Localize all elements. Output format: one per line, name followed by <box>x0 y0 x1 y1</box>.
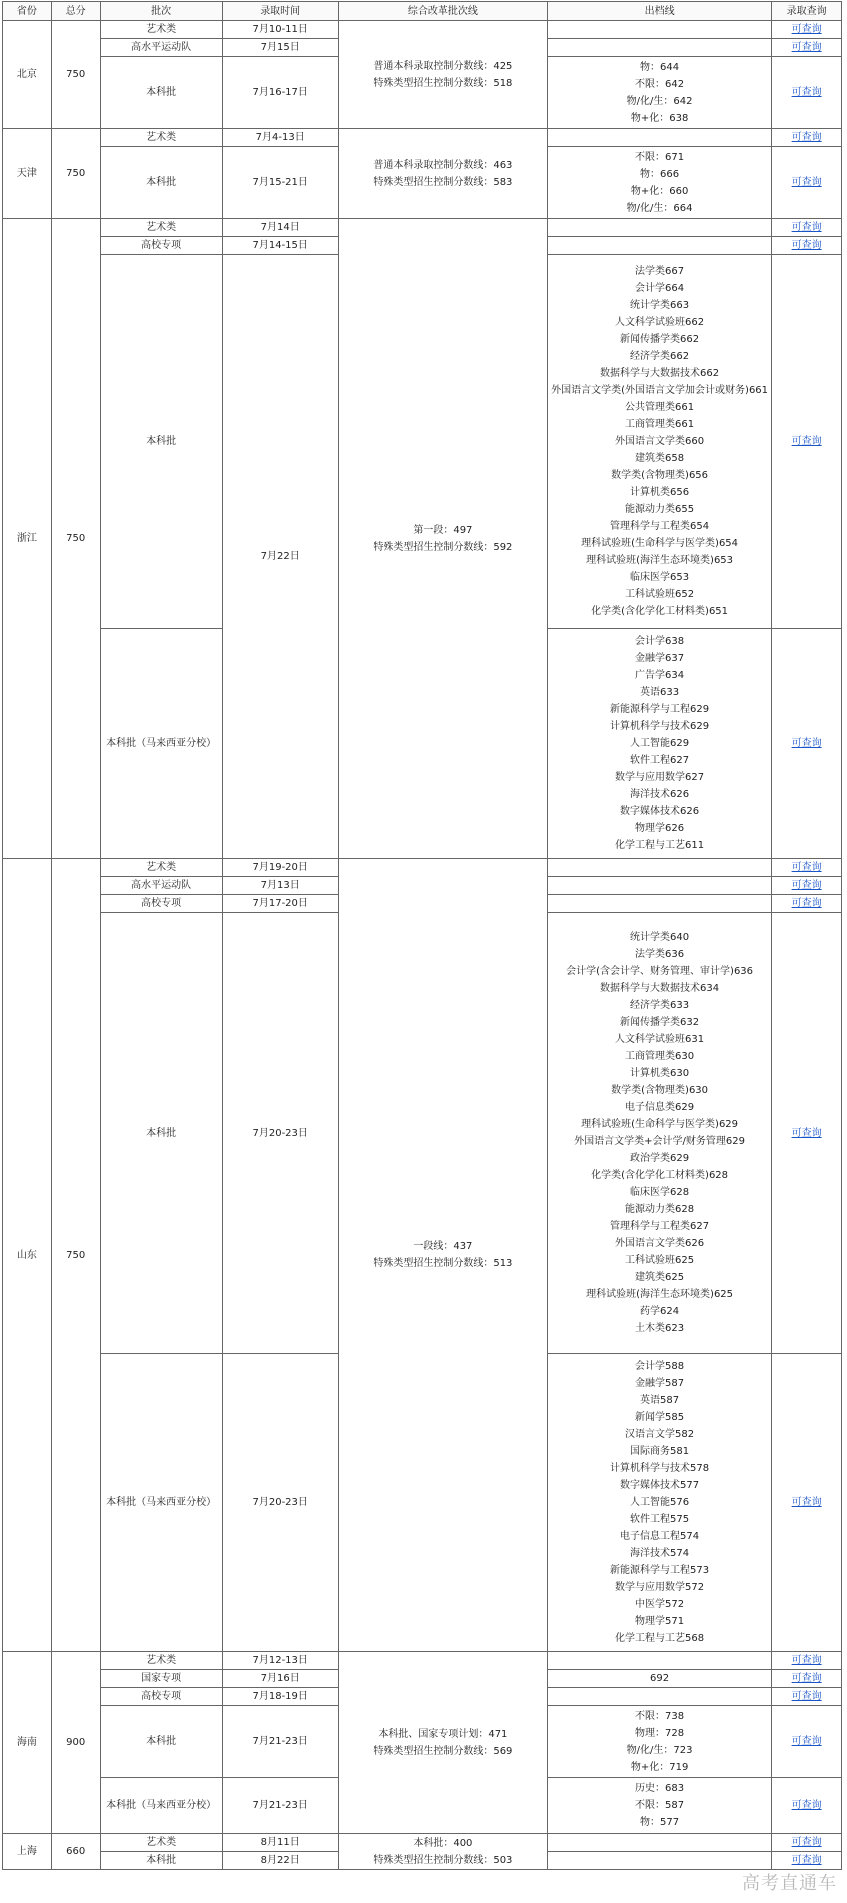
cutoff-item: 物：666 <box>640 168 680 180</box>
cutoff-cell <box>547 129 771 147</box>
cutoff-item: 法学类667 <box>635 266 685 277</box>
cutoff-item: 物：644 <box>640 61 680 73</box>
cutoff-item: 化学类(含化学化工材料类)651 <box>591 606 729 617</box>
cutoff-item: 不限：587 <box>635 1800 685 1811</box>
query-link[interactable]: 可查询 <box>791 1655 822 1666</box>
admission-time-cell: 7月15日 <box>222 39 338 57</box>
reform-line-text: 本科批：400 <box>413 1837 473 1849</box>
cutoff-item: 工科试验班625 <box>625 1255 695 1266</box>
query-link[interactable]: 可查询 <box>791 24 822 35</box>
cutoff-cell <box>547 877 771 895</box>
cutoff-item: 外国语言文学类(外国语言文学加会计或财务)661 <box>551 385 769 396</box>
province-cell: 山东 <box>3 859 52 1652</box>
query-link[interactable]: 可查询 <box>791 1127 822 1139</box>
cutoff-cell <box>547 1688 771 1706</box>
cutoff-item: 计算机科学与技术578 <box>610 1463 710 1474</box>
batch-cell: 艺术类 <box>100 219 222 237</box>
query-link[interactable]: 可查询 <box>791 1855 822 1866</box>
query-cell <box>772 1778 842 1834</box>
cutoff-item: 建筑类625 <box>635 1272 685 1283</box>
query-link[interactable]: 可查询 <box>791 862 822 873</box>
header-row <box>3 2 842 21</box>
cutoff-item: 软件工程627 <box>630 755 690 766</box>
admission-time-cell: 7月13日 <box>222 877 338 895</box>
query-link[interactable]: 可查询 <box>791 177 822 188</box>
total-score-cell: 750 <box>51 219 100 859</box>
cutoff-cell <box>547 39 771 57</box>
cutoff-item: 新闻传播学类662 <box>620 334 700 345</box>
admission-time-cell: 7月15-21日 <box>222 147 338 219</box>
batch-cell: 艺术类 <box>100 129 222 147</box>
cutoff-item: 海洋技术574 <box>630 1548 690 1559</box>
cutoff-item: 法学类636 <box>635 949 685 960</box>
province-cell: 北京 <box>3 21 52 129</box>
query-link[interactable]: 可查询 <box>791 240 822 251</box>
cutoff-item: 计算机类630 <box>630 1068 690 1079</box>
cutoff-cell <box>547 629 771 859</box>
batch-cell: 本科批（马来西亚分校） <box>100 629 222 859</box>
cutoff-cell <box>547 1652 771 1670</box>
cutoff-cell <box>547 1354 771 1652</box>
cutoff-item: 外国语言文学类626 <box>615 1238 705 1249</box>
cutoff-cell <box>547 1834 771 1852</box>
cutoff-item: 数学与应用数学572 <box>615 1582 705 1593</box>
query-cell <box>772 629 842 859</box>
admission-time-cell: 7月21-23日 <box>222 1778 338 1834</box>
cutoff-item: 人文科学试验班662 <box>615 317 705 328</box>
cutoff-item: 金融学587 <box>635 1378 685 1389</box>
cutoff-cell <box>547 895 771 913</box>
cutoff-item: 物：577 <box>640 1817 680 1828</box>
cutoff-item: 政治学类629 <box>630 1153 690 1164</box>
cutoff-cell <box>547 1852 771 1870</box>
cutoff-item: 物+化：660 <box>630 185 689 197</box>
admission-time-cell: 7月14-15日 <box>222 237 338 255</box>
cutoff-item: 数学类(含物理类)656 <box>611 470 709 481</box>
query-cell <box>772 237 842 255</box>
province-cell: 海南 <box>3 1652 52 1834</box>
batch-cell: 高水平运动队 <box>100 39 222 57</box>
cutoff-item: 化学类(含化学化工材料类)628 <box>591 1170 729 1181</box>
cutoff-item: 新闻传播学类632 <box>620 1017 700 1028</box>
cutoff-item: 物+化：638 <box>630 112 689 124</box>
header-cutoff: 出档线 <box>547 2 771 21</box>
cutoff-item: 统计学类663 <box>630 300 690 311</box>
query-cell <box>772 1706 842 1778</box>
cutoff-item: 计算机类656 <box>630 487 690 498</box>
cutoff-item: 海洋技术626 <box>630 789 690 800</box>
cutoff-item: 建筑类658 <box>635 453 685 464</box>
cutoff-item: 会计学664 <box>635 283 685 294</box>
table-row <box>3 1834 842 1852</box>
query-cell <box>772 859 842 877</box>
cutoff-item: 人工智能576 <box>630 1497 690 1508</box>
query-link[interactable]: 可查询 <box>791 898 822 909</box>
cutoff-item: 电子信息类629 <box>625 1102 695 1113</box>
cutoff-item: 经济学类662 <box>630 351 690 362</box>
query-cell <box>772 39 842 57</box>
reform-line-text: 一段线：437 <box>413 1241 473 1252</box>
cutoff-item: 不限：738 <box>635 1710 685 1722</box>
cutoff-item: 临床医学653 <box>630 572 690 583</box>
cutoff-item: 金融学637 <box>635 653 685 664</box>
cutoff-item: 不限：671 <box>635 151 685 163</box>
total-score-cell: 900 <box>51 1652 100 1834</box>
cutoff-item: 会计学638 <box>635 636 685 647</box>
cutoff-item: 数据科学与大数据技术662 <box>600 368 720 379</box>
admission-time-cell: 7月16-17日 <box>222 57 338 129</box>
query-cell <box>772 255 842 629</box>
batch-cell: 高校专项 <box>100 237 222 255</box>
header-reform-line: 综合改革批次线 <box>338 2 547 21</box>
total-score-cell: 660 <box>51 1834 100 1870</box>
admission-table <box>2 1 842 1870</box>
cutoff-item: 电子信息工程574 <box>620 1531 700 1542</box>
cutoff-cell <box>547 913 771 1354</box>
query-link[interactable]: 可查询 <box>791 1837 822 1848</box>
admission-time-cell: 7月20-23日 <box>222 1354 338 1652</box>
cutoff-item: 理科试验班(海洋生态环境类)653 <box>586 555 734 566</box>
admission-time-cell: 7月22日 <box>222 255 338 859</box>
reform-line-cell <box>338 1652 547 1834</box>
province-cell: 上海 <box>3 1834 52 1870</box>
cutoff-cell <box>547 1778 771 1834</box>
query-link[interactable]: 可查询 <box>791 42 822 53</box>
query-link[interactable]: 可查询 <box>791 1691 822 1702</box>
query-cell <box>772 1354 842 1652</box>
cutoff-item: 数据科学与大数据技术634 <box>600 983 720 994</box>
batch-cell: 艺术类 <box>100 859 222 877</box>
cutoff-item: 人工智能629 <box>630 738 690 749</box>
table-row <box>3 219 842 237</box>
reform-line-text: 普通本科录取控制分数线：425 <box>373 60 513 72</box>
admission-time-cell: 7月20-23日 <box>222 913 338 1354</box>
cutoff-item: 数学类(含物理类)630 <box>611 1085 709 1096</box>
header-query: 录取查询 <box>772 2 842 21</box>
cutoff-item: 经济学类633 <box>630 1000 690 1011</box>
cutoff-cell <box>547 859 771 877</box>
cutoff-item: 国际商务581 <box>630 1446 690 1457</box>
batch-cell: 本科批 <box>100 255 222 629</box>
header-batch: 批次 <box>100 2 222 21</box>
cutoff-item: 理科试验班(海洋生态环境类)625 <box>586 1289 734 1300</box>
admission-time-cell: 8月22日 <box>222 1852 338 1870</box>
query-link[interactable]: 可查询 <box>791 1736 822 1747</box>
cutoff-item: 英语633 <box>640 687 680 698</box>
admission-time-cell: 7月14日 <box>222 219 338 237</box>
reform-line-text: 特殊类型招生控制分数线：592 <box>373 541 513 553</box>
cutoff-item: 能源动力类655 <box>625 504 695 515</box>
reform-line-cell <box>338 129 547 219</box>
admission-time-cell: 7月21-23日 <box>222 1706 338 1778</box>
cutoff-item: 数字媒体技术626 <box>620 806 700 817</box>
batch-cell: 国家专项 <box>100 1670 222 1688</box>
province-cell: 天津 <box>3 129 52 219</box>
cutoff-item: 会计学(含会计学、财务管理、审计学)636 <box>566 966 754 977</box>
reform-line-text: 特殊类型招生控制分数线：583 <box>373 176 513 188</box>
batch-cell: 艺术类 <box>100 1834 222 1852</box>
query-cell <box>772 895 842 913</box>
admission-time-cell: 7月19-20日 <box>222 859 338 877</box>
cutoff-item: 理科试验班(生命科学与医学类)654 <box>581 538 739 549</box>
header-total-score: 总分 <box>51 2 100 21</box>
cutoff-item: 物理学571 <box>635 1616 685 1627</box>
province-cell: 浙江 <box>3 219 52 859</box>
cutoff-item: 公共管理类661 <box>625 402 695 413</box>
total-score-cell: 750 <box>51 21 100 129</box>
cutoff-cell <box>547 147 771 219</box>
query-link[interactable]: 可查询 <box>791 738 822 749</box>
reform-line-cell <box>338 219 547 859</box>
cutoff-item: 物理学626 <box>635 823 685 834</box>
cutoff-item: 新能源科学与工程629 <box>610 704 710 715</box>
watermark: 高考直通车 <box>742 1873 837 1894</box>
cutoff-item: 计算机科学与技术629 <box>610 721 710 732</box>
cutoff-item: 软件工程575 <box>630 1514 690 1525</box>
cutoff-item: 英语587 <box>640 1395 680 1406</box>
reform-line-text: 特殊类型招生控制分数线：503 <box>373 1854 513 1866</box>
reform-line-text: 特殊类型招生控制分数线：518 <box>373 77 513 89</box>
query-link[interactable]: 可查询 <box>791 1673 822 1684</box>
cutoff-item: 物+化：719 <box>630 1761 689 1773</box>
query-cell <box>772 129 842 147</box>
table-row <box>3 1652 842 1670</box>
batch-cell: 本科批 <box>100 57 222 129</box>
cutoff-cell <box>547 1706 771 1778</box>
header-province: 省份 <box>3 2 52 21</box>
cutoff-item: 化学工程与工艺611 <box>615 840 705 851</box>
batch-cell: 高水平运动队 <box>100 877 222 895</box>
admission-time-cell: 7月4-13日 <box>222 129 338 147</box>
cutoff-item: 数字媒体技术577 <box>620 1480 700 1491</box>
cutoff-cell <box>547 237 771 255</box>
query-link[interactable]: 可查询 <box>791 1497 822 1508</box>
query-cell <box>772 1652 842 1670</box>
cutoff-item: 会计学588 <box>635 1361 685 1372</box>
cutoff-cell <box>547 57 771 129</box>
cutoff-item: 不限：642 <box>635 78 685 90</box>
cutoff-item: 外国语言文学类660 <box>615 436 705 447</box>
query-cell <box>772 1688 842 1706</box>
admission-time-cell: 7月10-11日 <box>222 21 338 39</box>
cutoff-item: 新闻学585 <box>635 1412 685 1423</box>
batch-cell: 本科批 <box>100 1706 222 1778</box>
query-link[interactable]: 可查询 <box>791 880 822 891</box>
query-cell <box>772 219 842 237</box>
cutoff-item: 管理科学与工程类654 <box>610 521 710 532</box>
batch-cell: 本科批 <box>100 913 222 1354</box>
reform-line-text: 本科批、国家专项计划：471 <box>378 1728 508 1740</box>
batch-cell: 本科批（马来西亚分校） <box>100 1354 222 1652</box>
query-link[interactable]: 可查询 <box>791 436 822 447</box>
cutoff-item: 统计学类640 <box>630 932 690 943</box>
cutoff-item: 管理科学与工程类627 <box>610 1221 710 1232</box>
query-link[interactable]: 可查询 <box>791 87 822 98</box>
query-cell <box>772 877 842 895</box>
admission-time-cell: 8月11日 <box>222 1834 338 1852</box>
batch-cell: 本科批 <box>100 147 222 219</box>
reform-line-cell <box>338 1834 547 1870</box>
total-score-cell: 750 <box>51 859 100 1652</box>
reform-line-text: 普通本科录取控制分数线：463 <box>373 159 513 171</box>
table-row <box>3 859 842 877</box>
cutoff-item: 药学624 <box>640 1306 680 1317</box>
query-cell <box>772 57 842 129</box>
cutoff-cell <box>547 219 771 237</box>
cutoff-cell <box>547 21 771 39</box>
cutoff-item: 历史：683 <box>635 1783 685 1794</box>
admission-time-cell: 7月12-13日 <box>222 1652 338 1670</box>
table-row <box>3 21 842 39</box>
cutoff-item: 新能源科学与工程573 <box>610 1565 710 1576</box>
query-cell <box>772 147 842 219</box>
table-body <box>3 21 842 1870</box>
batch-cell: 艺术类 <box>100 1652 222 1670</box>
cutoff-item: 物/化/生：642 <box>626 95 693 107</box>
table-row <box>3 129 842 147</box>
query-link[interactable]: 可查询 <box>791 1800 822 1811</box>
cutoff-item: 工商管理类661 <box>625 419 695 430</box>
query-cell <box>772 1852 842 1870</box>
cutoff-cell <box>547 255 771 629</box>
query-cell <box>772 913 842 1354</box>
cutoff-item: 土木类623 <box>635 1323 685 1334</box>
reform-line-text: 第一段：497 <box>413 524 473 536</box>
reform-line-cell <box>338 859 547 1652</box>
query-cell <box>772 1834 842 1852</box>
cutoff-item: 中医学572 <box>635 1599 685 1610</box>
cutoff-item: 工科试验班652 <box>625 589 695 600</box>
admission-time-cell: 7月18-19日 <box>222 1688 338 1706</box>
batch-cell: 本科批 <box>100 1852 222 1870</box>
batch-cell: 高校专项 <box>100 1688 222 1706</box>
query-cell <box>772 21 842 39</box>
query-link[interactable]: 可查询 <box>791 222 822 233</box>
reform-line-text: 特殊类型招生控制分数线：513 <box>373 1258 513 1269</box>
cutoff-item: 人文科学试验班631 <box>615 1034 705 1045</box>
cutoff-item: 能源动力类628 <box>625 1204 695 1215</box>
cutoff-item: 外国语言文学类+会计学/财务管理629 <box>574 1136 745 1147</box>
admission-time-cell: 7月17-20日 <box>222 895 338 913</box>
batch-cell: 高校专项 <box>100 895 222 913</box>
cutoff-cell <box>547 1670 771 1688</box>
cutoff-item: 692 <box>650 1673 670 1684</box>
batch-cell: 本科批（马来西亚分校） <box>100 1778 222 1834</box>
cutoff-item: 广告学634 <box>635 670 685 681</box>
header-admission-time: 录取时间 <box>222 2 338 21</box>
cutoff-item: 工商管理类630 <box>625 1051 695 1062</box>
admission-time-cell: 7月16日 <box>222 1670 338 1688</box>
total-score-cell: 750 <box>51 129 100 219</box>
cutoff-item: 临床医学628 <box>630 1187 690 1198</box>
cutoff-item: 汉语言文学582 <box>625 1429 695 1440</box>
query-link[interactable]: 可查询 <box>791 132 822 143</box>
reform-line-text: 特殊类型招生控制分数线：569 <box>373 1745 513 1757</box>
reform-line-cell <box>338 21 547 129</box>
cutoff-item: 物理：728 <box>635 1727 685 1739</box>
cutoff-item: 化学工程与工艺568 <box>615 1633 705 1644</box>
cutoff-item: 物/化/生：664 <box>626 202 693 214</box>
batch-cell: 艺术类 <box>100 21 222 39</box>
cutoff-item: 理科试验班(生命科学与医学类)629 <box>581 1119 739 1130</box>
query-cell <box>772 1670 842 1688</box>
cutoff-item: 数学与应用数学627 <box>615 772 705 783</box>
cutoff-item: 物/化/生：723 <box>626 1744 693 1756</box>
